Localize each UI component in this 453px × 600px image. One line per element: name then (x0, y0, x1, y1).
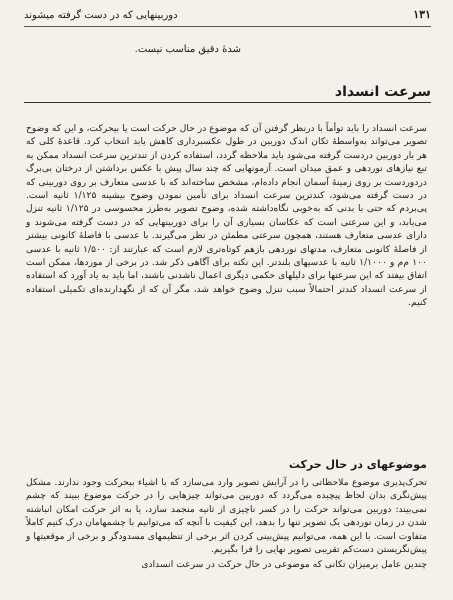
paragraph: تحرک‌پذیری موضوع ملاحظاتی را در آرایش تصویر وارد می‌سازد که با اشیاء بیحرکت وجود ندارند. مشکل پیش‌نگری بدان لحاظ پیچیده می‌گردد که دوربین می‌تواند چیزهایی را در حرکت موضوع ببیند که چشم نمی‌بیند: دوربین می‌تواند حرکت را در کسر ناچیزی از ثانیه منجمد سازد، یا به اثر حرکت امکان انباشته شدن در زمان نوردهی یک تصویر تنها را بدهد، این کیفیت با آنچه که می‌توانیم با چشمهامان درک کنیم کاملاً متفاوت است. با این همه، می‌توانیم پیش‌بینی کردن اثر برخی از تنظیمهای مسدودگر و برخی از موقعیتها و پیش‌نگریستن دست‌کم تقریبی تصویر نهایی را فرا بگیریم. (26, 477, 427, 556)
running-title: دوربینهایی که در دست گرفته میشوند (24, 10, 178, 21)
page-number: ۱۳۱ (413, 8, 431, 21)
paragraph: چندین عامل برمیزان تکانی که موضوعی در حال حرکت در سرعت انسدادی (141, 559, 427, 571)
header-rule (24, 26, 431, 27)
continuation-line: شدهٔ دقیق مناسب نیست. (134, 44, 241, 55)
subsection-title: موضوعهای در حال حرکت (288, 458, 427, 471)
running-header (24, 8, 431, 23)
paragraph: سرعت انسداد را باید توأماً با درنظر گرفتن آن که موضوع در حال حرکت است یا بیحرکت، و این که وضوح تصویر می‌تواند به‌واسطهٔ تکان اندک دوربین در طول عکسبرداری کاهش یابد انتخاب کرد. قاعدهٔ کلی که هر بار دوربین دردست گرفته می‌شود باید ملاحظه گردد، استفاده کردن از تندترین سرعت انسداد ممکن به تبع نیازهای نوردهی و عمق میدان است. آزمونهایی که چند سال پیش با عکس برداشتن از درختان بی‌برگ دردوردست بر روی زمینهٔ آسمان انجام داده‌ام، مشخص ساخته‌اند که با عدسی متعارف بر روی دوربینی که در دست گرفته می‌شود، کندترین سرعت انسداد برای تأمین نمودن وضوح بیشینه ۱/۱۲۵ ثانیه است. پی‌بردم که حتی با بدنی که به‌خوبی نگاه‌داشته شده، وضوح تصویر به‌طرز محسوسی در ۱/۱۲۵ ثانیه تنزل می‌یابد، و این سرعتی است که عکاسان بسیاری آن را برای دوربینهایی که در دست گرفته می‌شوند و دارای عدسی متعارف هستند، همچون سرعتی مطمئن در نظر می‌گیرند. با عدسی با فاصلهٔ کانونی بیشتر از فاصلهٔ کانونی متعارف، مدتهای نوردهی بازهم کوتاه‌تری لازم است که عبارتند از: ۱/۵۰۰ ثانیه با عدسی ۱۰۰ م‌م و ۱/۱۰۰۰ ثانیه با عدسیهای بلندتر. این نکته برای آگاهی ذکر شد. در برخی از موردها، ممکن است اتفاق بیفتد که این سرعتها برای دلیلهای حکمی دیگری اعمال نا‌شدنی باشند، اما باید به یاد آورد که استفاده از سرعت انسداد کندتر احتمالاً سبب تنزل وضوح خواهد شد، مگر آن که از نگهدارنده‌ای تکمیلی استفاده کنیم. (26, 123, 428, 309)
section-title: سرعت انسداد (329, 84, 431, 100)
body-text-main (26, 122, 427, 310)
body-text-secondary (26, 476, 427, 572)
